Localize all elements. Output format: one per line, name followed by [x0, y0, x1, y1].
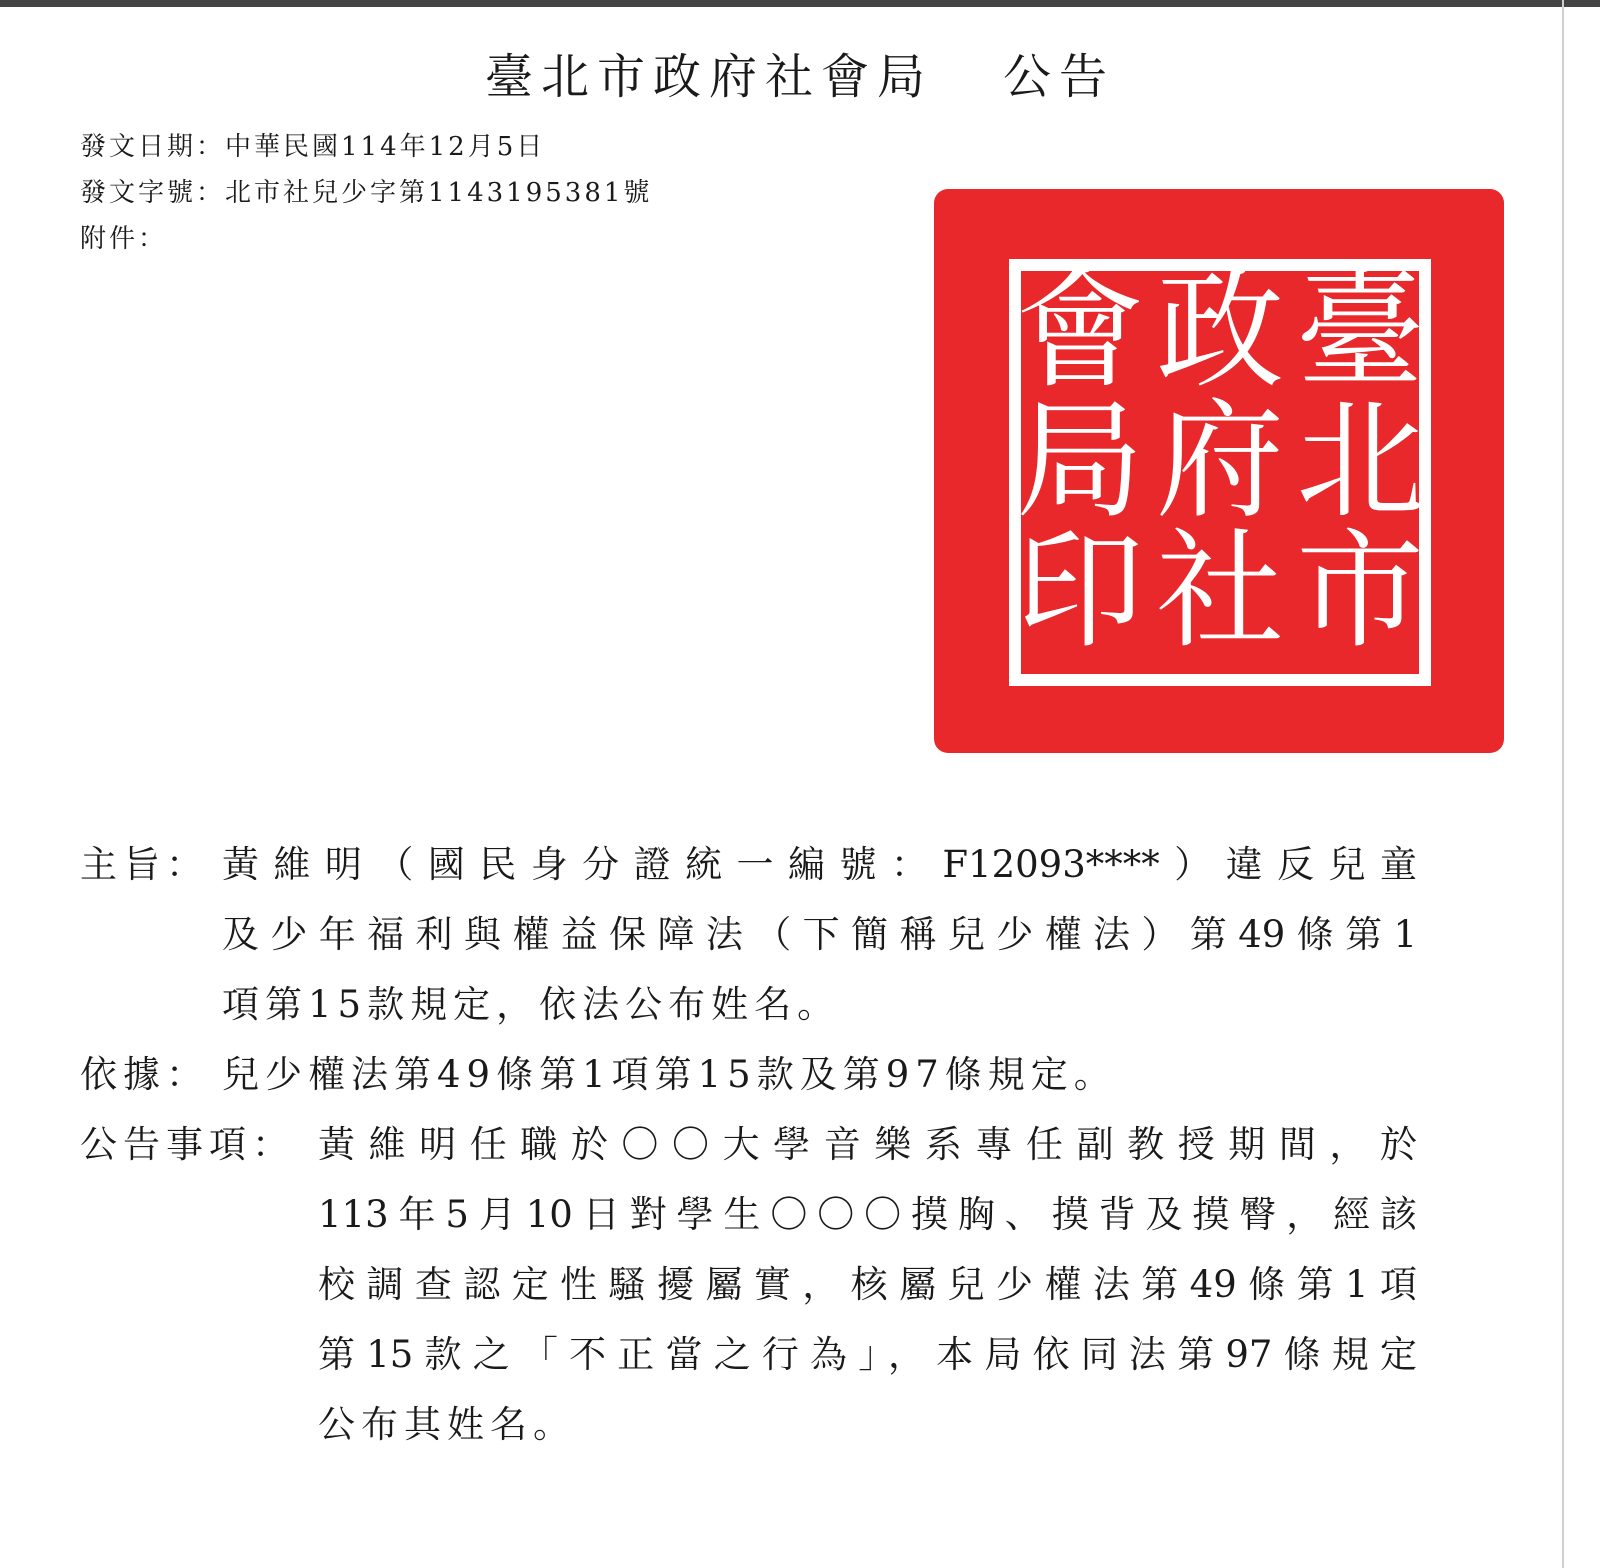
attachment-label: 附件： [80, 224, 168, 254]
seal-character: 府 [1155, 387, 1285, 536]
seal-character: 印 [1015, 517, 1145, 666]
attachment [80, 218, 167, 255]
issue-date [80, 126, 545, 163]
notice-line: 113年5月10日對學生〇〇〇摸胸、摸背及摸臀，經該 [318, 1193, 1417, 1236]
document-title [0, 38, 1600, 107]
agency-name: 臺北市政府社會局 [484, 49, 933, 105]
seal-character: 社 [1155, 517, 1285, 666]
subject-line: 項第15款規定，依法公布姓名。 [222, 983, 841, 1026]
subject-line: 黃維明（國民身分證統一編號：F12093****）違反兒童 [222, 843, 1417, 886]
basis-line: 兒少權法第49條第1項第15款及第97條規定。 [222, 1053, 1117, 1096]
notice-label: 公告事項： [80, 1123, 295, 1166]
basis-label: 依據： [80, 1053, 209, 1096]
notice-line: 黃維明任職於〇〇大學音樂系專任副教授期間，於 [318, 1123, 1417, 1166]
seal-character: 北 [1295, 387, 1425, 536]
seal-character: 市 [1295, 517, 1425, 666]
seal-character: 臺 [1295, 257, 1425, 406]
document-type: 公告 [1003, 49, 1116, 105]
top-edge [0, 0, 1600, 7]
document-number-label: 發文字號： [80, 178, 226, 208]
seal-character: 政 [1155, 257, 1285, 406]
official-seal [930, 185, 1508, 757]
seal-character: 會 [1015, 257, 1145, 406]
notice-line: 第15款之「不正當之行為」，本局依同法第97條規定 [318, 1333, 1417, 1376]
subject-line: 及少年福利與權益保障法（下簡稱兒少權法）第49條第1 [222, 913, 1417, 956]
subject-label: 主旨： [80, 843, 209, 886]
seal-character: 局 [1015, 387, 1145, 536]
issue-date-label: 發文日期： [80, 132, 226, 162]
issue-date-value: 中華民國114年12月5日 [225, 132, 546, 162]
notice-line: 校調查認定性騷擾屬實，核屬兒少權法第49條第1項 [318, 1263, 1417, 1306]
document-number-value: 北市社兒少字第1143195381號 [225, 178, 653, 208]
page-edge [1562, 0, 1564, 1568]
notice-line: 公布其姓名。 [318, 1403, 576, 1446]
document-number [80, 172, 652, 209]
